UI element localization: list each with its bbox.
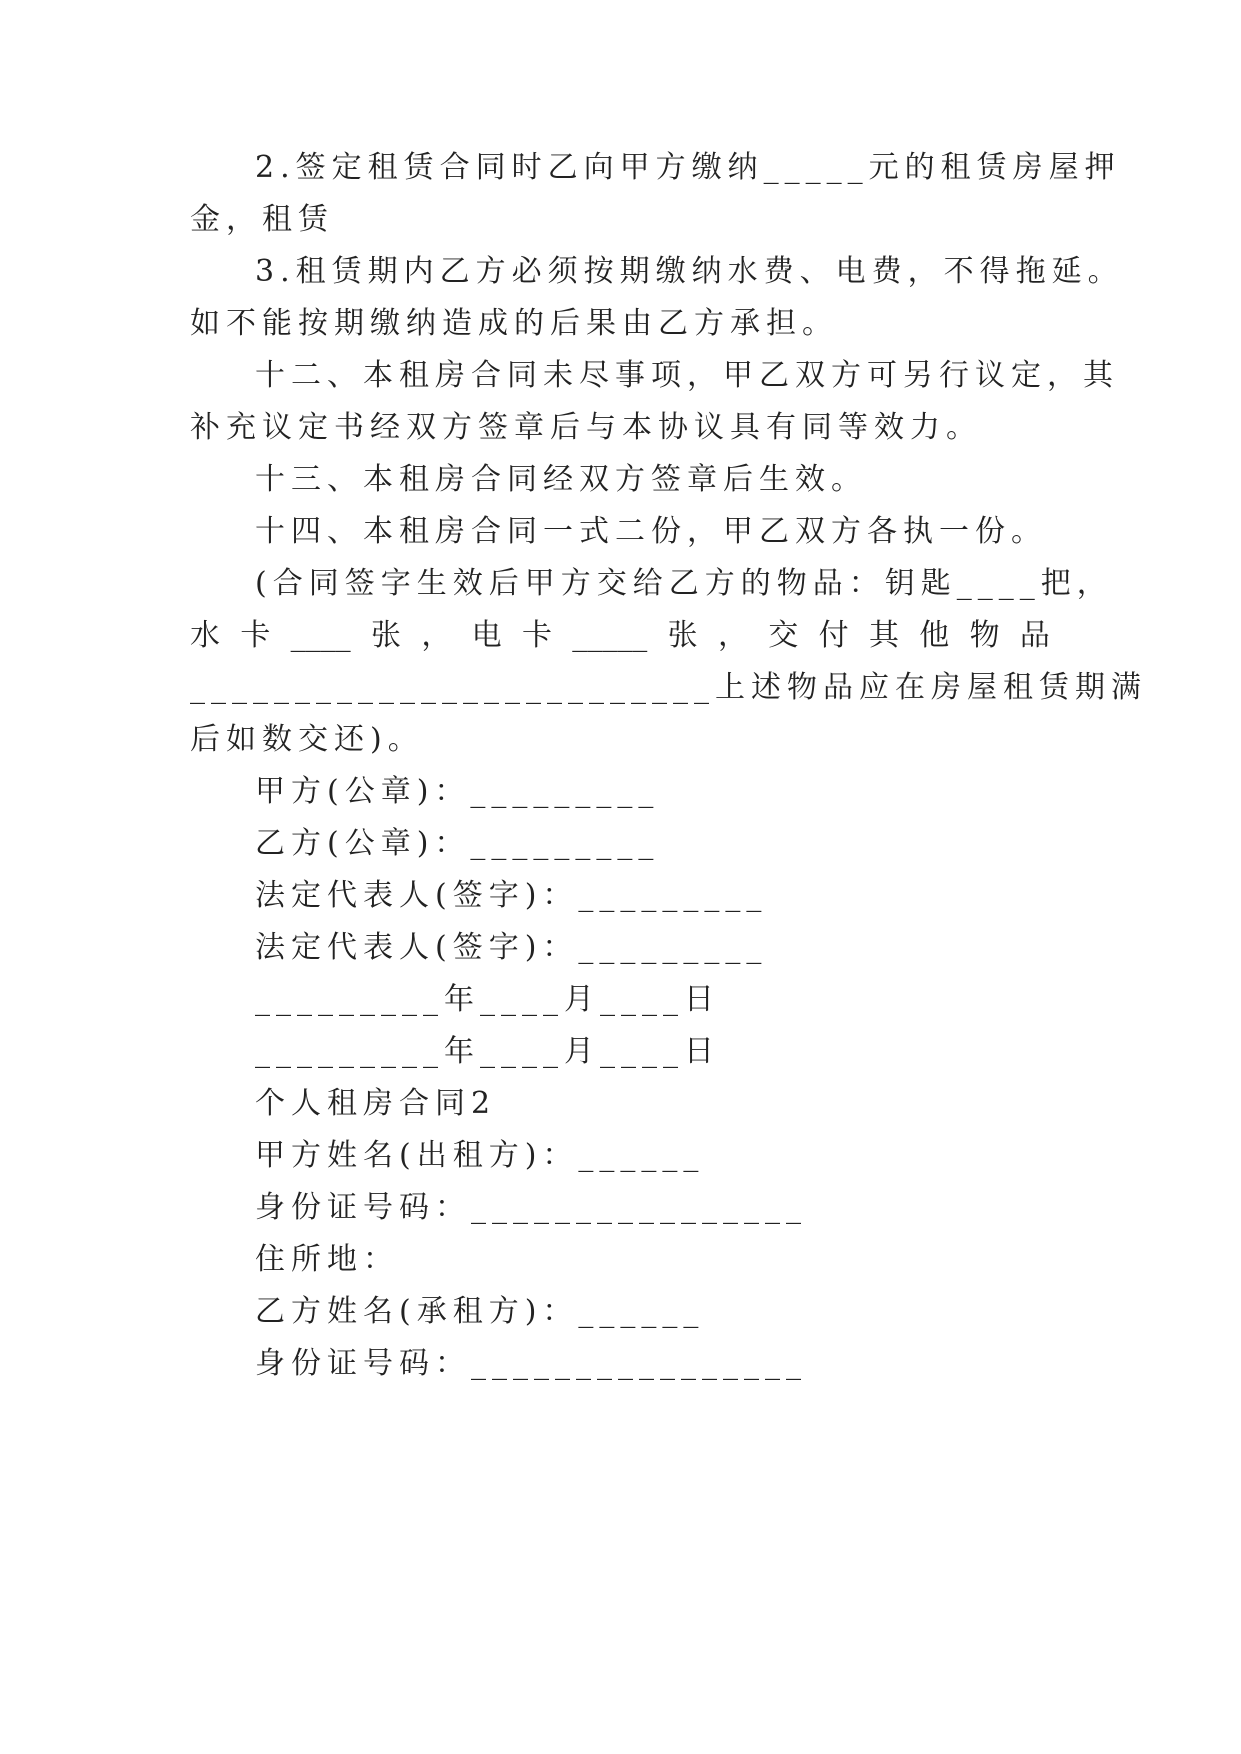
items-note-line-2 (190, 616, 1050, 656)
word: 物 (969, 618, 1000, 653)
word: 交 (768, 618, 799, 653)
word: 电 (471, 618, 502, 653)
clause-14: 十四、本租房合同一式二份，甲乙双方各执一份。 (255, 514, 1047, 549)
word: 水 (190, 618, 220, 653)
punct: ， (717, 618, 748, 653)
word: 卡 (521, 618, 552, 653)
blank: _____ (572, 618, 648, 653)
clause-2-line-2: 金，租赁 (190, 202, 334, 237)
party-a-seal: 甲方(公章)：_________ (255, 774, 660, 809)
clause-12-line-1: 十二、本租房合同未尽事项，甲乙双方可另行议定，其 (255, 358, 1119, 393)
word: 卡 (240, 618, 271, 653)
contract-2-title: 个人租房合同2 (255, 1086, 497, 1121)
party-b-seal: 乙方(公章)：_________ (255, 826, 660, 861)
clause-12-line-2: 补充议定书经双方签章后与本协议具有同等效力。 (190, 410, 982, 445)
punct: ， (421, 618, 452, 653)
word: 张 (370, 618, 401, 653)
date-line-2: _________年____月____日 (255, 1034, 720, 1069)
clause-3-line-2: 如不能按期缴纳造成的后果由乙方承担。 (190, 306, 838, 341)
items-note-line-4: 后如数交还)。 (190, 722, 424, 757)
word: 其 (868, 618, 899, 653)
party-b-id-number: 身份证号码：________________ (255, 1346, 807, 1381)
party-a-address: 住所地： (255, 1242, 399, 1277)
items-note-line-1: (合同签字生效后甲方交给乙方的物品：钥匙____把， (255, 566, 1113, 601)
legal-rep-signature-2: 法定代表人(签字)：_________ (255, 930, 768, 965)
items-note-line-3: _________________________上述物品应在房屋租赁期满 (190, 670, 1147, 705)
party-a-id-number: 身份证号码：________________ (255, 1190, 807, 1225)
clause-3-line-1: 3.租赁期内乙方必须按期缴纳水费、电费，不得拖延。 (255, 254, 1124, 289)
word: 他 (919, 618, 950, 653)
date-line-1: _________年____月____日 (255, 982, 720, 1017)
word: 张 (667, 618, 698, 653)
word: 付 (818, 618, 849, 653)
blank: ____ (290, 618, 351, 653)
legal-rep-signature-1: 法定代表人(签字)：_________ (255, 878, 768, 913)
clause-2-line-1: 2.签定租赁合同时乙向甲方缴纳_____元的租赁房屋押 (255, 150, 1121, 185)
party-a-name: 甲方姓名(出租方)：______ (255, 1138, 705, 1173)
party-b-name: 乙方姓名(承租方)：______ (255, 1294, 705, 1329)
clause-13: 十三、本租房合同经双方签章后生效。 (255, 462, 867, 497)
word: 品 (1019, 618, 1050, 653)
